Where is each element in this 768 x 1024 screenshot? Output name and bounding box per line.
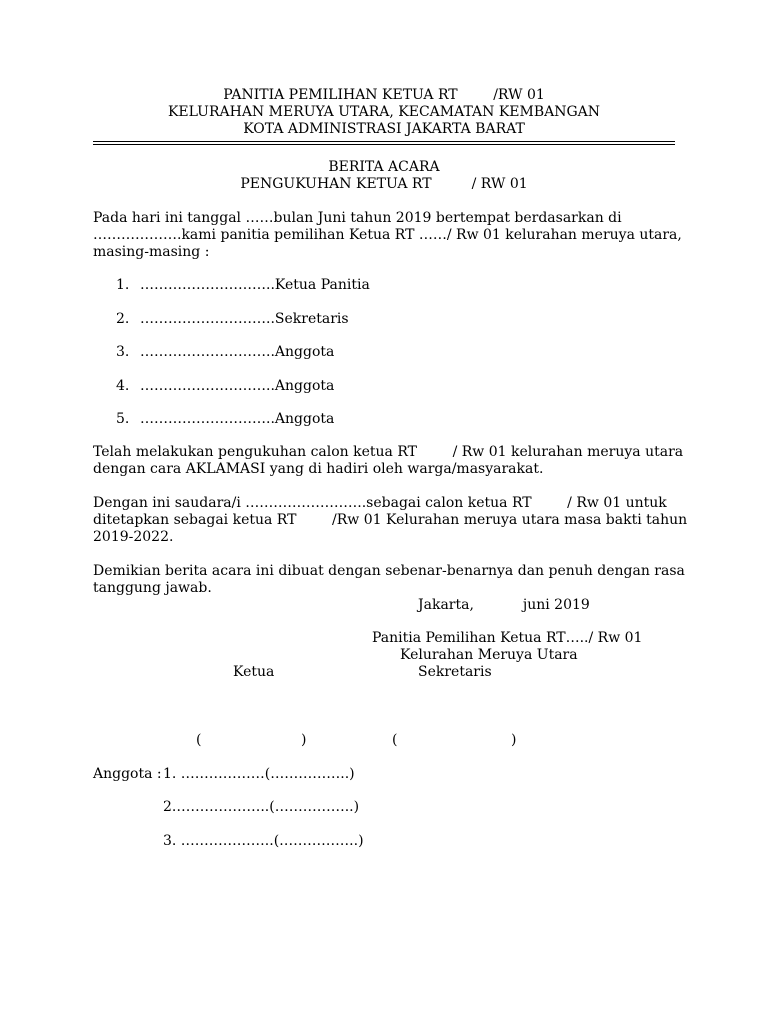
sekretaris-signature-open: ( — [392, 732, 398, 748]
header-line-1: PANITIA PEMILIHAN KETUA RT /RW 01 — [223, 87, 545, 103]
committee-item-1: ………………………..Ketua Panitia — [140, 277, 370, 293]
document-title: BERITA ACARA — [328, 159, 440, 175]
committee-item-4: ………………………..Anggota — [140, 378, 335, 394]
confirmation-line-2: dengan cara AKLAMASI yang di hadiri oleh warga/masyarakat. — [93, 461, 544, 477]
committee-number-1: 1. — [116, 277, 130, 293]
committee-number-4: 4. — [116, 378, 130, 394]
committee-number-5: 5. — [116, 411, 130, 427]
intro-line-1: Pada hari ini tanggal ……bulan Juni tahun 2019 bertempat berdasarkan di — [93, 210, 622, 226]
document-subtitle: PENGUKUHAN KETUA RT / RW 01 — [240, 176, 528, 192]
members-label: Anggota : — [93, 766, 167, 782]
member-item-2: 2.………………..(……………..) — [163, 799, 360, 815]
ketua-signature-close: ) — [301, 732, 307, 748]
header-line-3: KOTA ADMINISTRASI JAKARTA BARAT — [243, 121, 525, 137]
place-date: Jakarta, juni 2019 — [418, 597, 590, 613]
member-item-3: 3. ………………..(……………..) — [163, 833, 364, 849]
member-item-1: 1. ………………(……………..) — [163, 766, 355, 782]
closing-line-2: tanggung jawab. — [93, 580, 212, 596]
signature-org-line-2: Kelurahan Meruya Utara — [400, 647, 578, 663]
intro-line-3: masing-masing : — [93, 244, 210, 260]
confirmation-line-1: Telah melakukan pengukuhan calon ketua RT / Rw 01 kelurahan meruya utara — [93, 444, 684, 460]
closing-line-1: Demikian berita acara ini dibuat dengan sebenar-benarnya dan penuh dengan rasa — [93, 563, 685, 579]
signature-org-line-1: Panitia Pemilihan Ketua RT…../ Rw 01 — [372, 630, 643, 646]
appointment-line-3: 2019-2022. — [93, 529, 174, 545]
committee-number-3: 3. — [116, 344, 130, 360]
committee-item-5: ………………………..Anggota — [140, 411, 335, 427]
ketua-signature-open: ( — [196, 732, 202, 748]
header-line-2: KELURAHAN MERUYA UTARA, KECAMATAN KEMBANGAN — [167, 104, 601, 120]
appointment-line-2: ditetapkan sebagai ketua RT /Rw 01 Kelurahan meruya utara masa bakti tahun — [93, 512, 688, 528]
sekretaris-label: Sekretaris — [418, 664, 492, 680]
header-divider-top — [93, 141, 675, 142]
ketua-label: Ketua — [233, 664, 275, 680]
committee-item-3: ………………………..Anggota — [140, 344, 335, 360]
sekretaris-signature-close: ) — [511, 732, 517, 748]
appointment-line-1: Dengan ini saudara/i ……………………..sebagai calon ketua RT / Rw 01 untuk — [93, 495, 667, 511]
committee-number-2: 2. — [116, 311, 130, 327]
intro-line-2: ……………….kami panitia pemilihan Ketua RT ……/ Rw 01 kelurahan meruya utara, — [93, 227, 682, 243]
header-divider-bottom — [93, 144, 675, 145]
committee-item-2: ………………………..Sekretaris — [140, 311, 349, 327]
